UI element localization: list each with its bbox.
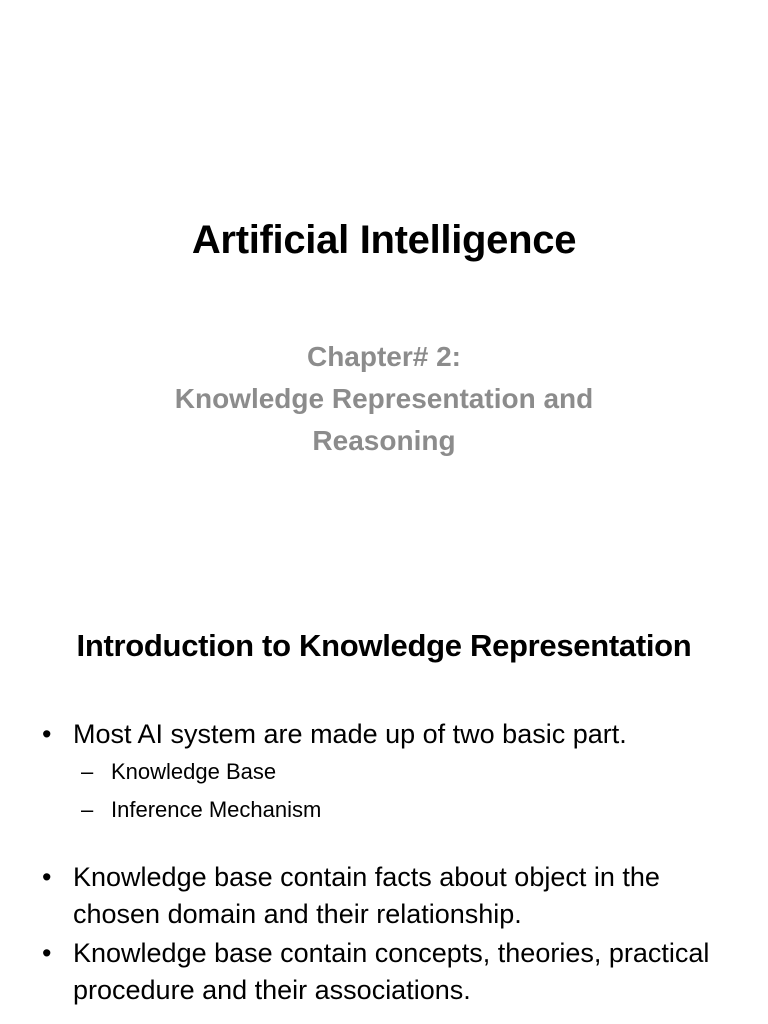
bullet-text: Most AI system are made up of two basic part. bbox=[73, 719, 627, 749]
content-slide bbox=[0, 576, 768, 1024]
sub-bullet-text: Knowledge Base bbox=[111, 759, 277, 784]
subtitle-line: Chapter# 2: bbox=[306, 341, 462, 372]
sub-bullet-marker: – bbox=[81, 759, 94, 784]
bullet-text: Knowledge base contain facts about object in the chosen domain and their relationship. bbox=[73, 862, 660, 929]
slide-title: Artificial Intelligence bbox=[191, 218, 577, 262]
sub-bullet-item bbox=[81, 791, 732, 829]
sub-bullet-item bbox=[81, 753, 732, 791]
bullet-marker: • bbox=[42, 719, 52, 749]
bullet-item bbox=[42, 716, 732, 829]
subtitle-line: Knowledge Representation and bbox=[174, 383, 594, 414]
bullet-item bbox=[42, 859, 732, 933]
sub-bullet-marker: – bbox=[81, 797, 94, 822]
bullet-marker: • bbox=[42, 938, 52, 968]
slide-subtitle bbox=[0, 336, 768, 462]
bullet-text: Knowledge base contain concepts, theories, practical procedure and their associations. bbox=[73, 938, 710, 1005]
bullet-marker: • bbox=[42, 862, 52, 892]
sub-bullet-list bbox=[73, 753, 732, 829]
bullet-item bbox=[42, 935, 732, 1009]
bullet-list bbox=[42, 716, 732, 1009]
sub-bullet-text: Inference Mechanism bbox=[111, 797, 322, 822]
section-title: Introduction to Knowledge Representation bbox=[76, 628, 692, 663]
subtitle-line: Reasoning bbox=[312, 425, 456, 456]
